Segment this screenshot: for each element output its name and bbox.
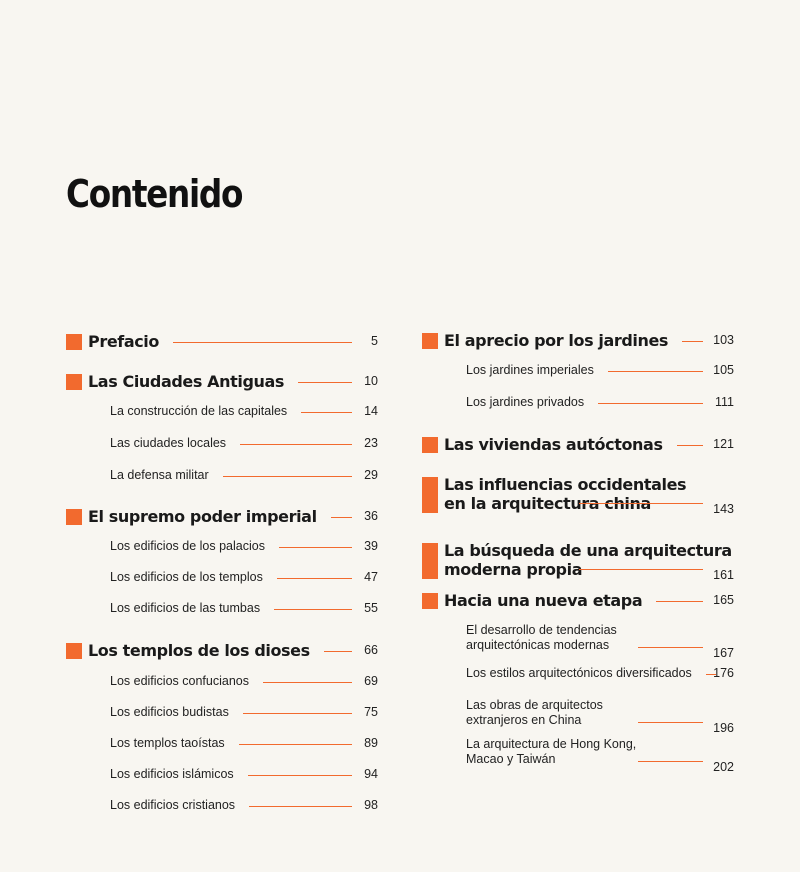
title-line: Hacia una nueva etapa (444, 590, 643, 610)
leader-line (677, 445, 703, 446)
section-title (110, 570, 263, 585)
title-line: El supremo poder imperial (88, 506, 317, 526)
section-title (466, 737, 636, 767)
section-title (466, 698, 603, 728)
page-number: 105 (713, 363, 734, 377)
section-title (466, 623, 617, 653)
section-title (110, 539, 265, 554)
title-line: Los templos taoístas (110, 735, 225, 750)
page-number: 121 (713, 437, 734, 451)
chapter-title (444, 591, 642, 610)
title-line: Los edificios de los palacios (110, 538, 265, 553)
title-line: El desarrollo de tendencias (466, 622, 617, 637)
page-number: 39 (364, 539, 378, 553)
section-title (110, 798, 235, 813)
title-line: Las viviendas autóctonas (444, 434, 663, 454)
page-number: 47 (364, 570, 378, 584)
leader-line (638, 647, 703, 648)
chapter-marker (422, 333, 438, 349)
leader-line (301, 412, 352, 413)
leader-line (638, 722, 703, 723)
chapter-marker (422, 437, 438, 453)
chapter-title (444, 435, 663, 454)
leader-line (682, 341, 703, 342)
page-number: 69 (364, 674, 378, 688)
page-number: 5 (371, 334, 378, 348)
section-title (110, 468, 209, 483)
title-line: Las influencias occidentales (444, 474, 687, 494)
chapter-marker (422, 543, 438, 579)
chapter-marker (66, 334, 82, 350)
leader-line (656, 601, 703, 602)
title-line: Las obras de arquitectos (466, 697, 603, 712)
title-line: Prefacio (88, 331, 159, 351)
chapter-marker (66, 509, 82, 525)
chapter-title (88, 332, 159, 351)
chapter-title (88, 641, 310, 660)
section-title (466, 363, 594, 378)
title-line: Los templos de los dioses (88, 640, 310, 660)
title-line-2: Macao y Taiwán (466, 751, 556, 766)
section-title (110, 674, 249, 689)
title-line: Los jardines imperiales (466, 362, 594, 377)
leader-line (263, 682, 352, 683)
page-number: 167 (713, 646, 734, 660)
section-title (110, 767, 234, 782)
leader-line (239, 744, 352, 745)
section-title (466, 666, 692, 681)
leader-line (173, 342, 352, 343)
title-line: La búsqueda de una arquitectura (444, 540, 732, 560)
page-number: 23 (364, 436, 378, 450)
title-line: Los edificios confucianos (110, 673, 249, 688)
section-title (110, 705, 229, 720)
page-number: 196 (713, 721, 734, 735)
page-number: 10 (364, 374, 378, 388)
title-line: Los jardines privados (466, 394, 585, 409)
title-line-2: en la arquitectura china (444, 493, 651, 513)
title-line: Las Ciudades Antiguas (88, 371, 285, 391)
title-line: Los edificios de los templos (110, 569, 263, 584)
page-number: 14 (364, 404, 378, 418)
section-title (466, 395, 584, 410)
page-number: 55 (364, 601, 378, 615)
page-number: 29 (364, 468, 378, 482)
chapter-marker (66, 374, 82, 390)
section-title (110, 601, 260, 616)
page-number: 176 (713, 666, 734, 680)
leader-line (579, 569, 703, 570)
chapter-title (444, 331, 668, 350)
chapter-title (88, 372, 284, 391)
leader-line (243, 713, 352, 714)
title-line: Las ciudades locales (110, 435, 227, 450)
leader-line (279, 547, 352, 548)
section-title (110, 436, 226, 451)
page-title: Contenido (66, 172, 243, 216)
chapter-title (444, 541, 732, 579)
page-number: 161 (713, 568, 734, 582)
chapter-title (88, 507, 317, 526)
leader-line (240, 444, 352, 445)
leader-line (277, 578, 352, 579)
page-number: 98 (364, 798, 378, 812)
leader-line (223, 476, 352, 477)
title-line-2: arquitectónicas modernas (466, 637, 610, 652)
leader-line (608, 371, 703, 372)
title-line-2: extranjeros en China (466, 712, 582, 727)
title-line: Los edificios de las tumbas (110, 600, 261, 615)
chapter-marker (66, 643, 82, 659)
chapter-title (444, 475, 686, 513)
title-line: La defensa militar (110, 467, 209, 482)
page-number: 165 (713, 593, 734, 607)
page-number: 36 (364, 509, 378, 523)
leader-line (248, 775, 352, 776)
title-line: Los edificios budistas (110, 704, 229, 719)
title-line-2: moderna propia (444, 559, 583, 579)
page-number: 75 (364, 705, 378, 719)
leader-line (579, 503, 703, 504)
leader-line (598, 403, 703, 404)
title-line: El aprecio por los jardines (444, 330, 669, 350)
section-title (110, 736, 225, 751)
section-title (110, 404, 287, 419)
page-number: 143 (713, 502, 734, 516)
title-line: Los estilos arquitectónicos diversificados (466, 665, 692, 680)
leader-line (249, 806, 352, 807)
chapter-marker (422, 593, 438, 609)
leader-line (638, 761, 703, 762)
title-line: Los edificios cristianos (110, 797, 236, 812)
leader-line (298, 382, 352, 383)
page-number: 202 (713, 760, 734, 774)
page-number: 66 (364, 643, 378, 657)
page-number: 94 (364, 767, 378, 781)
page-number: 89 (364, 736, 378, 750)
title-line: La arquitectura de Hong Kong, (466, 736, 637, 751)
page-number: 111 (714, 395, 734, 409)
title-line: Los edificios islámicos (110, 766, 234, 781)
chapter-marker (422, 477, 438, 513)
leader-line (274, 609, 352, 610)
page-number: 103 (713, 333, 734, 347)
title-line: La construcción de las capitales (110, 403, 288, 418)
